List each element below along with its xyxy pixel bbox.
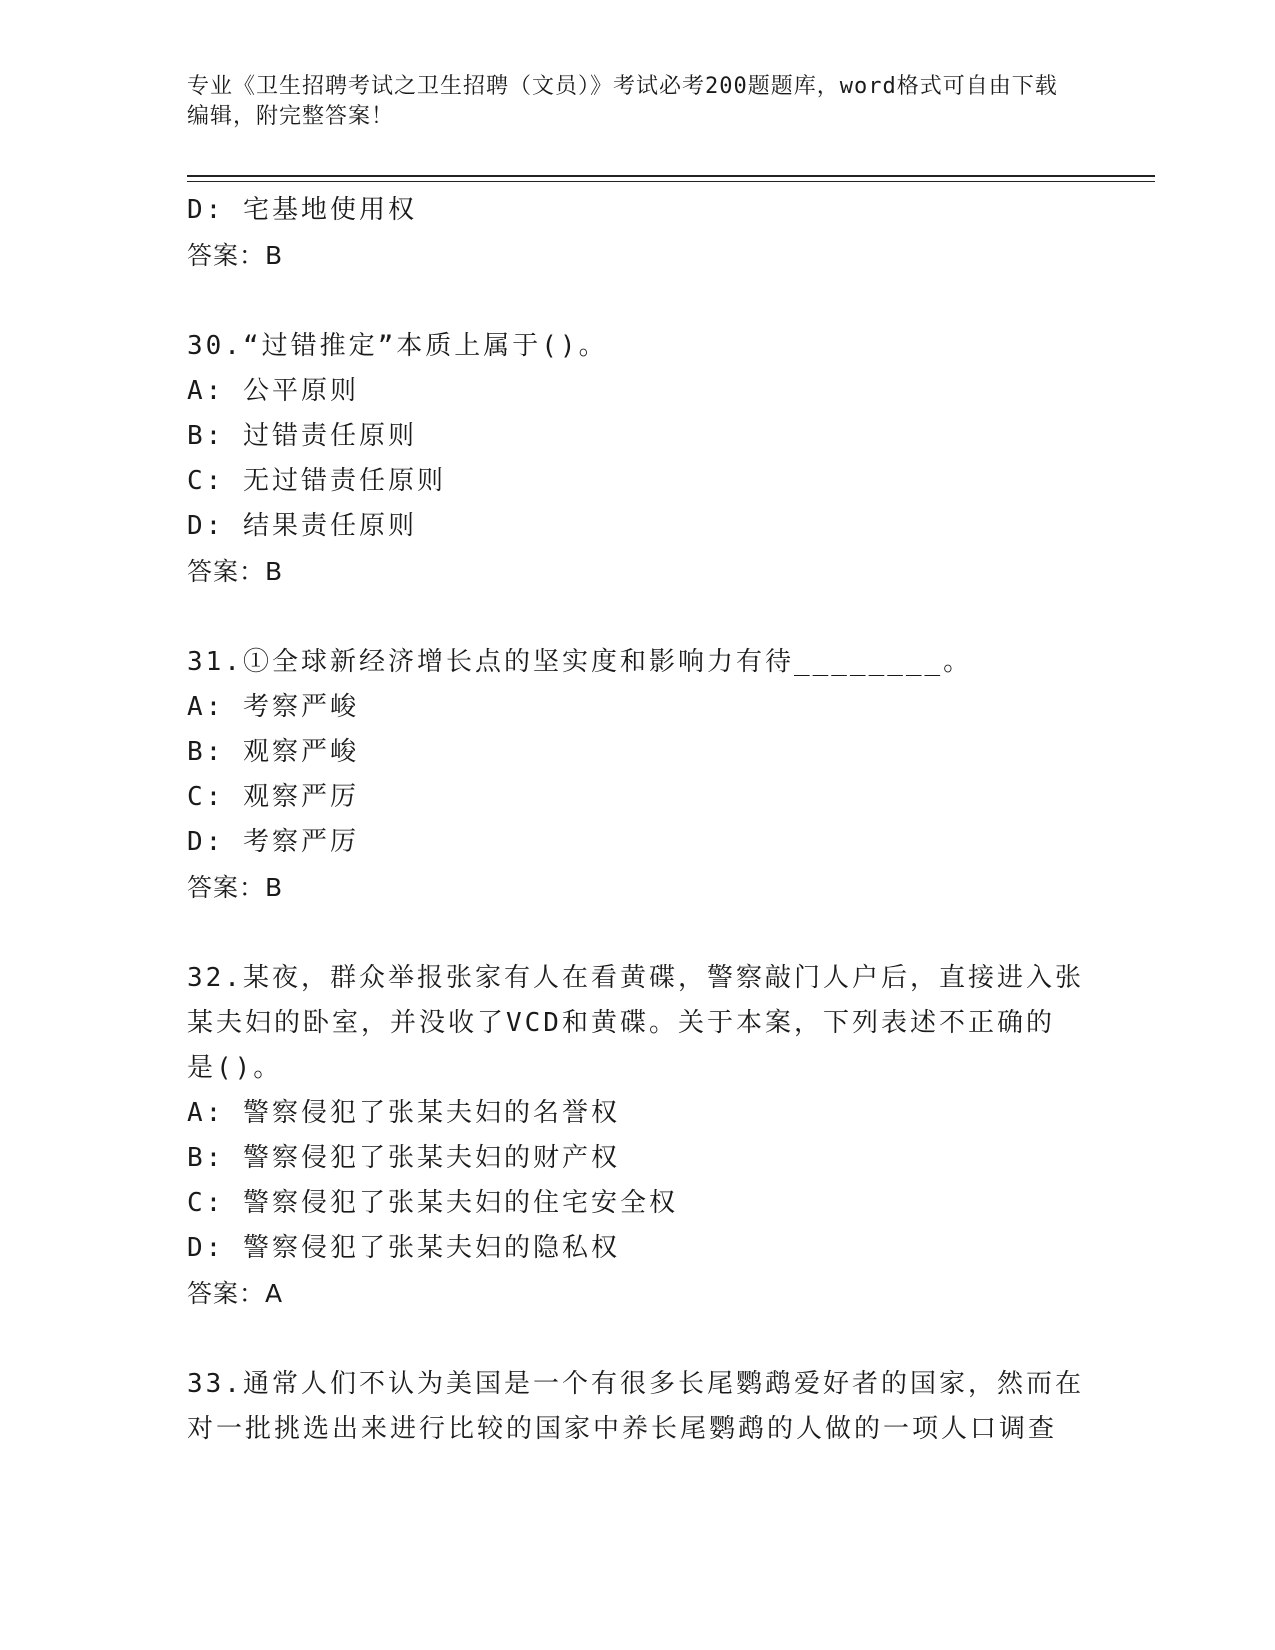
question-32-option-a: A: 警察侵犯了张某夫妇的名誉权 [187, 1098, 620, 1128]
question-30-option-d: D: 结果责任原则 [187, 511, 417, 541]
prev-option-d: D: 宅基地使用权 [187, 195, 417, 225]
question-33-stem-line-2: 对一批挑选出来进行比较的国家中养长尾鹦鹉的人做的一项人口调查 [187, 1414, 1058, 1444]
question-31-option-d: D: 考察严厉 [187, 827, 359, 857]
question-31-option-c: C: 观察严厉 [187, 782, 359, 812]
document-body [187, 188, 1087, 1452]
header-divider-thick [187, 175, 1155, 177]
question-32-option-c: C: 警察侵犯了张某夫妇的住宅安全权 [187, 1188, 678, 1218]
question-33-stem-line-1: 33.通常人们不认为美国是一个有很多长尾鹦鹉爱好者的国家，然而在 [187, 1369, 1084, 1399]
question-32-answer: 答案：A [187, 1279, 284, 1308]
spacer [187, 910, 1087, 956]
question-32-stem-line-2: 某夫妇的卧室，并没收了VCD和黄碟。关于本案，下列表述不正确的 [187, 1008, 1055, 1038]
spacer [187, 278, 1087, 324]
question-31-option-a: A: 考察严峻 [187, 692, 359, 722]
spacer [187, 594, 1087, 640]
spacer [187, 1316, 1087, 1362]
question-30-option-c: C: 无过错责任原则 [187, 466, 446, 496]
question-30-option-b: B: 过错责任原则 [187, 421, 417, 451]
question-32-stem-line-3: 是()。 [187, 1053, 283, 1083]
question-30-answer: 答案：B [187, 557, 284, 586]
prev-answer: 答案：B [187, 241, 284, 270]
question-31-option-b: B: 观察严峻 [187, 737, 359, 767]
header-divider-thin [187, 181, 1155, 182]
page-header: 专业《卫生招聘考试之卫生招聘（文员）》考试必考200题题库，word格式可自由下载编辑，附完整答案！ [187, 74, 1058, 129]
question-32-stem-line-1: 32.某夜，群众举报张家有人在看黄碟，警察敲门人户后，直接进入张 [187, 963, 1084, 993]
question-30-stem: 30.“过错推定”本质上属于()。 [187, 331, 608, 361]
question-31-stem: 31.①全球新经济增长点的坚实度和影响力有待________。 [187, 647, 973, 677]
question-31-answer: 答案：B [187, 873, 284, 902]
question-32-option-b: B: 警察侵犯了张某夫妇的财产权 [187, 1143, 620, 1173]
question-30-option-a: A: 公平原则 [187, 376, 359, 406]
question-32-option-d: D: 警察侵犯了张某夫妇的隐私权 [187, 1233, 620, 1263]
